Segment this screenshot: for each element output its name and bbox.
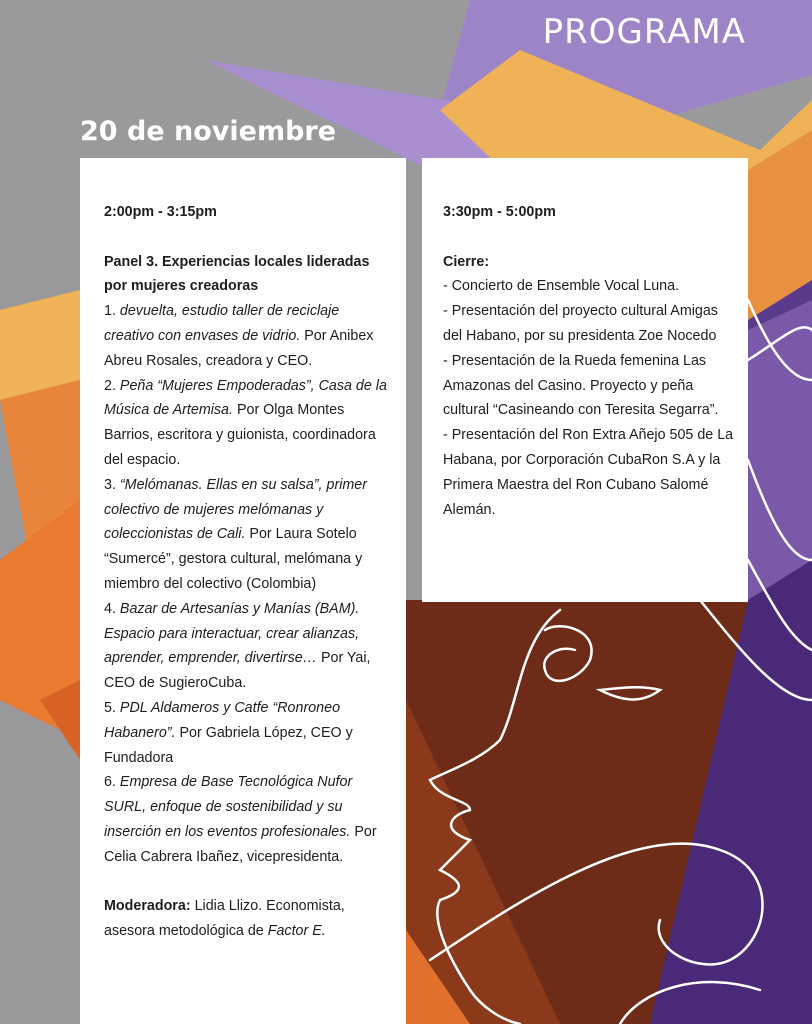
panel-item-1: 1. devuelta, estudio taller de reciclaje creativo con envases de vidrio. Por Anibex Abreu Rosales, creadora y CEO. <box>104 303 374 369</box>
closing-item-1: - Concierto de Ensemble Vocal Luna. <box>443 278 680 295</box>
closing-heading: Cierre: <box>443 253 490 270</box>
time-slot-left: 2:00pm - 3:15pm <box>104 204 217 220</box>
panel-title: Panel 3. Experiencias locales lideradas por mujeres creadoras <box>104 253 370 295</box>
panel-item-6: 6. Empresa de Base Tecnológica Nufor SURL, enfoque de sostenibilidad y su inserción en los eventos profesionales. Por Celia Cabrera Ibañez, vicepresidenta. <box>104 774 377 865</box>
time-slot-right: 3:30pm - 5:00pm <box>443 204 556 220</box>
closing-item-2: - Presentación del proyecto cultural Amigas del Habano, por su presidenta Zoe Nocedo <box>443 303 718 344</box>
panel-item-5: 5. PDL Aldameros y Catfe “Ronroneo Habanero”. Por Gabriela López, CEO y Fundadora <box>104 699 353 766</box>
bg-shape-purple-mid <box>748 300 812 600</box>
closing-item-4: - Presentación del Ron Extra Añejo 505 de La Habana, por Corporación CubaRon S.A y la Primera Maestra del Ron Cubano Salomé Alemán. <box>443 427 734 518</box>
panel-item-3: 3. “Melómanas. Ellas en su salsa”, primer colectivo de mujeres melómanas y coleccionistas de Cali. Por Laura Sotelo “Sumercé”, gestora cultural, melómana y miembro del colectivo (Colombia) <box>104 476 368 592</box>
panel-item-4: 4. Bazar de Artesanías y Manías (BAM). Espacio para interactuar, crear alianzas, aprender, emprender, divertirse… Por Yai, CEO de SugieroCuba. <box>104 600 371 692</box>
header-title: PROGRAMA <box>542 12 746 52</box>
moderator: Moderadora: Lidia Llizo. Economista, asesora metodológica de Factor E. <box>104 898 345 940</box>
panel-item-2: 2. Peña “Mujeres Empoderadas”, Casa de la Música de Artemisa. Por Olga Montes Barrios, escritora y guionista, coordinadora del espacio. <box>104 377 387 468</box>
closing-item-3: - Presentación de la Rueda femenina Las Amazonas del Casino. Proyecto y peña cultural “Casineando con Teresita Segarra”. <box>443 352 719 419</box>
schedule-card-left <box>80 158 406 1024</box>
date-title: 20 de noviembre <box>80 116 337 147</box>
schedule-card-right <box>422 158 748 602</box>
